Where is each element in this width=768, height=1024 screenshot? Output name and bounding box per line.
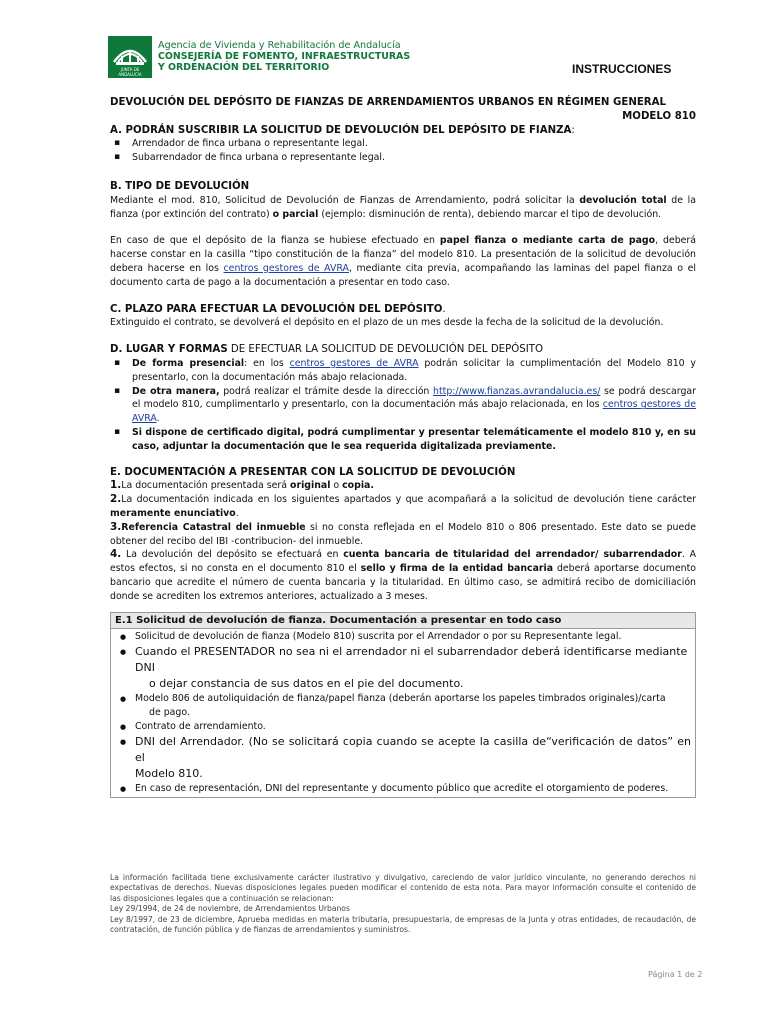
section-d-list (110, 357, 696, 454)
footer-law-2: Ley 8/1997, de 23 de diciembre, Aprueba medidas en materia tributaria, presupuestaria, de empresas de la Junta y otras entidades, de recaudación, de contratación, de función pública y de fianzas de arrendamientos y suministros. (110, 914, 696, 935)
centros-gestores-link[interactable]: centros gestores de AVRA (289, 357, 419, 369)
list-item: ▪ Si dispone de certificado digital, podrá cumplimentar y presentar telemáticamente el modelo 810 y, en su caso, adjuntar la documentación que le sea requerida digitalizada previamente. (132, 426, 696, 454)
fianzas-url-link[interactable]: http://www.fianzas.avrandalucia.es/ (433, 385, 601, 397)
section-c-paragraph: Extinguido el contrato, se devolverá el depósito en el plazo de un mes desde la fecha de la solicitud de la devolución. (110, 317, 664, 329)
footer-law-1: Ley 29/1994, de 24 de noviembre, de Arrendamientos Urbanos (110, 904, 350, 914)
section-c-heading: C. PLAZO PARA EFECTUAR LA DEVOLUCIÓN DEL DEPÓSITO. (110, 303, 446, 315)
section-e-item-1: 1.La documentación presentada será original o copia. (110, 479, 374, 492)
section-a-list (110, 137, 696, 165)
list-item: ▪ Arrendador de finca urbana o representante legal. (132, 137, 696, 151)
e1-heading: E.1 Solicitud de devolución de fianza. Documentación a presentar en todo caso (111, 612, 696, 629)
centros-gestores-link[interactable]: centros gestores de AVRA (132, 399, 696, 425)
list-item: ● Contrato de arrendamiento. (135, 720, 691, 734)
page-number: Página 1 de 2 (648, 970, 703, 979)
section-e-item-4: 4. La devolución del depósito se efectuará en cuenta bancaria de titularidad del arrendador/ subarrendador. A estos efectos, si no consta en el documento 810 el sello y firma de la entidad bancaria deberá aportarse documento bancario que acredite el número de cuenta bancaria y la titularidad. En último caso, se admitirá recibo de domiciliación donde se acrediten los extremos anteriores, actualizado a 3 meses. (110, 548, 696, 602)
centros-gestores-link[interactable]: centros gestores de AVRA (223, 262, 349, 274)
logo-caption: JUNTA DE ANDALUCIA (118, 67, 142, 77)
list-item: ● Cuando el PRESENTADOR no sea ni el arrendador ni el subarrendador deberá identificarse mediante DNI o dejar constancia de sus datos en el pie del documento. (135, 644, 691, 692)
e1-body (111, 629, 696, 798)
modelo-label: MODELO 810 (622, 110, 696, 122)
footer-paragraph: La información facilitada tiene exclusivamente carácter ilustrativo y divulgativo, careciendo de valor jurídico vinculante, no generando derechos ni expectativas de derechos. Nuevas disposiciones legales pueden modificar el contenido de esta nota. Para mayor información consulte el contenido de las disposiciones legales que a continuación se relacionan: (110, 873, 696, 903)
agency-logo (108, 36, 411, 80)
e1-table (110, 612, 696, 799)
list-item: ▪ De otra manera, podrá realizar el trámite desde la dirección http://www.fianzas.avrandalucia.es/ se podrá descargar el modelo 810, cumplimentarlo y presentarlo, con la documentación más abajo relacionada, en los centros gestores de AVRA. (132, 385, 696, 426)
e1-list (115, 630, 691, 796)
list-item: ● DNI del Arrendador. (No se solicitará copia cuando se acepte la casilla de“verificación de datos” en el Modelo 810. (135, 734, 691, 782)
consejeria-line1: CONSEJERÍA DE FOMENTO, INFRAESTRUCTURAS (158, 51, 411, 62)
junta-andalucia-logo-icon (108, 36, 152, 78)
section-a-heading: A. PODRÁN SUSCRIBIR LA SOLICITUD DE DEVOLUCIÓN DEL DEPÓSITO DE FIANZA: (110, 124, 575, 136)
list-item: ● En caso de representación, DNI del representante y documento público que acredite el otorgamiento de poderes. (135, 782, 691, 796)
list-item: ▪ De forma presencial: en los centros gestores de AVRA podrán solicitar la cumplimentación del Modelo 810 y presentarlo, con la documentación más abajo relacionada. (132, 357, 696, 385)
document-body (110, 96, 696, 798)
document-title: DEVOLUCIÓN DEL DEPÓSITO DE FIANZAS DE ARRENDAMIENTOS URBANOS EN RÉGIMEN GENERAL (110, 97, 667, 108)
section-b-paragraph-1: Mediante el mod. 810, Solicitud de Devolución de Fianzas de Arrendamiento, podrá solicitar la devolución total de la fianza (por extinción del contrato) o parcial (ejemplo: disminución de renta), debiendo marcar el tipo de devolución. (110, 194, 696, 220)
list-item: ● Modelo 806 de autoliquidación de fianza/papel fianza (deberán aportarse los papeles timbrados originales)/carta de pago. (135, 692, 691, 720)
section-e-item-3: 3.Referencia Catastral del inmueble si no consta reflejada en el Modelo 810 o 806 presentado. Este dato se puede obtener del recibo del IBI -contribucion- del inmueble. (110, 520, 696, 547)
list-item: ● Solicitud de devolución de fianza (Modelo 810) suscrita por el Arrendador o por su Representante legal. (135, 630, 691, 644)
section-b-paragraph-2: En caso de que el depósito de la fianza se hubiese efectuado en papel fianza o mediante carta de pago, deberá hacerse constar en la casilla “tipo constitución de la fianza” del modelo 810. La presentación de la solicitud de devolución debera hacerse en los centros gestores de AVRA, mediante cita previa, acompañando las laminas del papel fianza o el documento carta de pago a la documentación a presentar en todo caso. (110, 235, 697, 288)
section-d-heading: D. LUGAR Y FORMAS DE EFECTUAR LA SOLICITUD DE DEVOLUCIÓN DEL DEPÓSITO (110, 344, 543, 356)
consejeria-line2: Y ORDENACIÓN DEL TERRITORIO (158, 62, 330, 73)
section-b-heading: B. TIPO DE DEVOLUCIÓN (110, 180, 250, 192)
section-e-item-2: 2.La documentación indicada en los siguientes apartados y que acompañará a la solicitud de devolución tiene carácter meramente enunciativo. (110, 493, 696, 519)
section-e-heading: E. DOCUMENTACIÓN A PRESENTAR CON LA SOLICITUD DE DEVOLUCIÓN (110, 466, 516, 478)
agency-name: Agencia de Vivienda y Rehabilitación de Andalucía (158, 40, 401, 51)
list-item: ▪ Subarrendador de finca urbana o representante legal. (132, 151, 696, 165)
footer-disclaimer (110, 873, 696, 935)
instrucciones-label: INSTRUCCIONES (572, 62, 672, 76)
